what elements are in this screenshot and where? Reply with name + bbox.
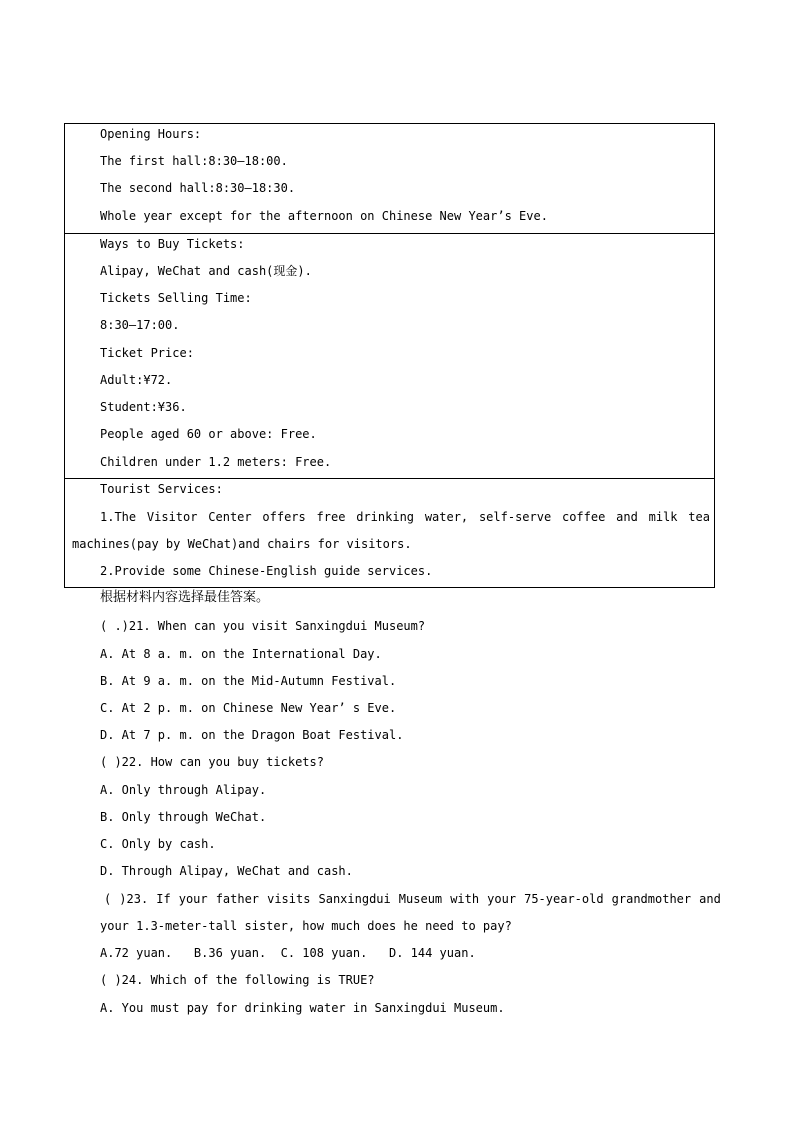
question-23-continued: your 1.3-meter-tall sister, how much does he need to pay? [100,919,512,933]
service-item-2: 2.Provide some Chinese-English guide services. [100,564,433,578]
q22-option-c: C. Only by cash. [100,837,216,851]
q22-option-b: B. Only through WeChat. [100,810,267,824]
word: drinking [356,510,415,524]
selling-time-title: Tickets Selling Time: [100,291,252,305]
question-22: ( )22. How can you buy tickets? [100,755,324,769]
word: Museum [398,892,443,906]
ticket-price-title: Ticket Price: [100,346,194,360]
service-item-1 [100,510,710,524]
word: 1.The [100,510,137,524]
word: 75-year-old [524,892,604,906]
question-21: ( .)21. When can you visit Sanxingdui Museum? [100,619,426,633]
q21-option-b: B. At 9 a. m. on the Mid-Autumn Festival. [100,674,397,688]
word: ( [104,892,112,906]
word: Center [208,510,252,524]
word: visits [267,892,311,906]
q22-option-d: D. Through Alipay, WeChat and cash. [100,864,353,878]
word: milk [648,510,678,524]
q21-option-a: A. At 8 a. m. on the International Day. [100,647,382,661]
word: with [450,892,480,906]
opening-exception: Whole year except for the afternoon on Chinese New Year’s Eve. [100,209,548,223]
children-price: Children under 1.2 meters: Free. [100,455,332,469]
aged-price: People aged 60 or above: Free. [100,427,317,441]
tourist-services-title: Tourist Services: [100,482,223,496]
word: self-serve [478,510,552,524]
word: father [215,892,260,906]
word: offers [262,510,306,524]
word: free [316,510,346,524]
question-24: ( )24. Which of the following is TRUE? [100,973,375,987]
word: and [699,892,721,906]
q23-options: A.72 yuan. B.36 yuan. C. 108 yuan. D. 144 yuan. [100,946,476,960]
word: your [487,892,517,906]
q21-option-d: D. At 7 p. m. on the Dragon Boat Festival. [100,728,404,742]
word: water, [424,510,469,524]
q24-option-a: A. You must pay for drinking water in Sanxingdui Museum. [100,1001,505,1015]
selling-time-value: 8:30—17:00. [100,318,180,332]
word: If [156,892,171,906]
second-hall-hours: The second hall:8:30—18:30. [100,181,296,195]
word: your [178,892,208,906]
word: and [616,510,638,524]
instruction: 根据材料内容选择最佳答案。 [100,590,270,605]
word: )23. [119,892,149,906]
ways-to-buy-value: Alipay, WeChat and cash(现金). [100,264,312,278]
word: grandmother [611,892,692,906]
opening-hours-title: Opening Hours: [100,127,202,141]
ways-to-buy-title: Ways to Buy Tickets: [100,237,245,251]
first-hall-hours: The first hall:8:30—18:00. [100,154,288,168]
question-23 [104,892,721,906]
service-item-1-continued: machines(pay by WeChat)and chairs for visitors. [72,537,412,551]
student-price: Student:¥36. [100,400,187,414]
word: Sanxingdui [318,892,391,906]
word: coffee [561,510,606,524]
adult-price: Adult:¥72. [100,373,173,387]
word: tea [688,510,710,524]
q21-option-c: C. At 2 p. m. on Chinese New Year’ s Eve. [100,701,397,715]
word: Visitor [146,510,198,524]
q22-option-a: A. Only through Alipay. [100,783,267,797]
